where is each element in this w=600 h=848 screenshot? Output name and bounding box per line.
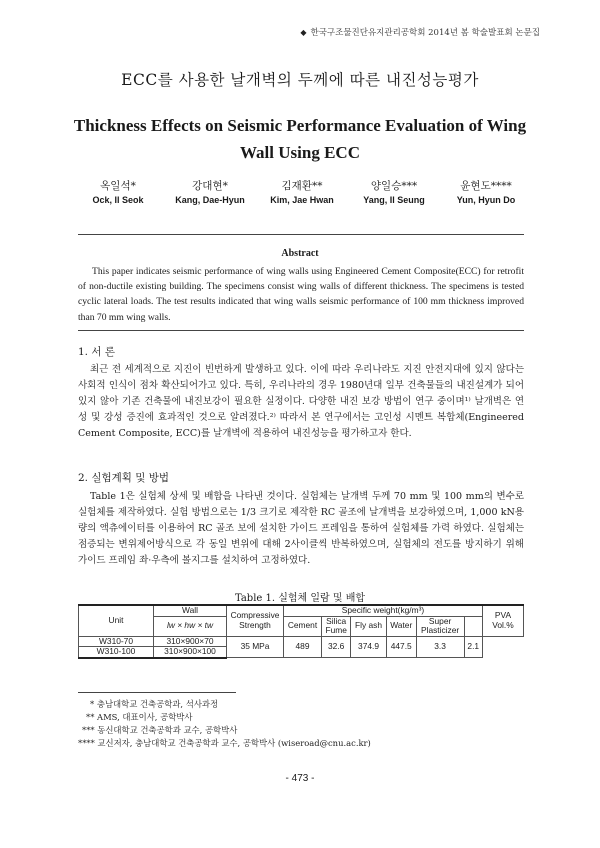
footnote: **** 교신저자, 충남대학교 건축공학과 교수, 공학박사 (wiseroad@cnu.ac.kr) [78, 738, 371, 748]
author [348, 178, 440, 205]
header-compressive-l2: Strength [239, 619, 271, 630]
table-row [79, 636, 524, 647]
footnotes [78, 698, 518, 750]
specimen-table [78, 604, 524, 659]
section-heading-methods: 2. 실험계획 및 방법 [78, 472, 170, 484]
header-pva-l2: Vol.% [492, 619, 514, 630]
abstract-body: This paper indicates seismic performance of wing walls using Engineered Cement Composite(ECC) for retrofit of non-ductile existing building. The specimens consist wing walls of different thickness. The specimens is tested cyclic lateral loads. The test results indicated that wing walls seismic performance of 100 mm thickness improved than 70 mm wing walls. [78, 266, 524, 323]
cell-pva: 2.1 [464, 636, 482, 658]
introduction-paragraph: 최근 전 세계적으로 지진이 빈번하게 발생하고 있다. 이에 따라 우리나라도 지진 안전지대에 있지 않다는 사회적 인식이 점차 확산되어가고 있다. 특히, 우리나라의 경우 1980년대 일부 건축물들의 내진설계가 되어있지 않아 기존 건축물에 내진보강이 필요한 실정이다. 다양한 내진 보강 방법이 연구 중이며¹⁾ 날개벽은 연성 및 강성 증진에 효과적인 것으로 알려졌다.²⁾ 따라서 본 연구에서는 고인성 시멘트 복합체(Engineered Cement Composite, ECC)를 날개벽에 적용하여 내진성능을 평가하고자 한다. [78, 364, 524, 439]
section-heading-introduction: 1. 서 론 [78, 346, 115, 358]
header-water: Water [386, 616, 416, 636]
cell-silica: 32.6 [322, 636, 351, 658]
author-name-ko: 강대현* [192, 180, 228, 192]
header-specific-weight: Specific weight(kg/m³) [284, 605, 483, 616]
author-name-ko: 김재환** [281, 180, 323, 192]
author-name-ko: 양일승*** [370, 180, 418, 192]
methods-text [78, 489, 524, 569]
page-number: - 473 - [285, 773, 315, 784]
author [256, 178, 348, 205]
cell-super: 3.3 [416, 636, 464, 658]
cell-wall: 310×900×100 [154, 647, 227, 658]
header-silica-l2: Fume [325, 625, 347, 635]
cell-cement: 489 [284, 636, 322, 658]
title-korean: ECC를 사용한 날개벽의 두께에 따른 내진성능평가 [121, 71, 479, 89]
author-name-ko: 윤현도**** [460, 180, 512, 192]
author-name-en: Yang, Il Seung [363, 195, 425, 205]
author-name-en: Kim, Jae Hwan [270, 195, 334, 205]
running-header [300, 26, 540, 38]
footnote: *** 동신대학교 건축공학과 교수, 공학박사 [82, 725, 238, 735]
header-cement: Cement [284, 616, 322, 636]
abstract-heading: Abstract [281, 248, 319, 259]
header-super [416, 616, 464, 636]
footnote: ** AMS, 대표이사, 공학박사 [86, 712, 193, 722]
author [72, 178, 164, 205]
running-header-text: 한국구조물진단유지관리공학회 2014년 봄 학술발표회 논문집 [310, 28, 540, 38]
header-compressive-l1: Compressive [230, 610, 280, 621]
header-silica-l1: Silica [326, 615, 347, 626]
cell-fly-ash: 374.9 [351, 636, 386, 658]
cell-compressive: 35 MPa [227, 636, 284, 658]
header-unit: Unit [79, 605, 154, 636]
footnote: * 충남대학교 건축공학과, 석사과정 [90, 699, 219, 709]
author [440, 178, 532, 205]
author-name-en: Yun, Hyun Do [456, 195, 516, 205]
author [164, 178, 256, 205]
divider-rule [78, 234, 524, 235]
header-fly-ash: Fly ash [351, 616, 386, 636]
header-wall-dims: lw × hw × tw [154, 616, 227, 636]
header-wall: Wall [154, 605, 227, 616]
author-list [72, 178, 532, 205]
header-silica [322, 616, 351, 636]
header-super-l2: Plasticizer [421, 625, 460, 635]
divider-rule [78, 330, 524, 331]
title-english: Thickness Effects on Seismic Performance Evaluation of Wing Wall Using ECC [73, 116, 527, 162]
author-name-ko: 옥일석* [100, 180, 136, 192]
diamond-icon: ◆ [300, 27, 307, 37]
header-compressive [227, 605, 284, 636]
cell-water: 447.5 [386, 636, 416, 658]
cell-unit: W310-70 [79, 636, 154, 647]
table-caption: Table 1. 실험체 일람 및 배합 [234, 593, 366, 604]
header-pva [483, 605, 524, 636]
author-name-en: Ock, Il Seok [92, 195, 144, 205]
methods-paragraph: Table 1은 실험체 상세 및 배합을 나타낸 것이다. 실험체는 날개벽 두께 70 mm 및 100 mm의 변수로 실험체를 제작하였다. 실험 방법으로는 1/3 크기로 제작한 RC 골조에 날개벽을 보강하였으며, 1,000 kN용량의 액츄에이터를 이용하여 RC 골조 보에 설치한 가이드 프레임을 통하여 실험체를 가력 하였다. 실험체는 점증되는 변위제어방식으로 각 동일 변위에 대해 2사이클씩 반복하였으며, 실험체의 전도를 방지하기 위해 가이드 프레임 좌·우측에 볼지그를 설치하여 고정하였다. [78, 491, 524, 566]
cell-wall: 310×900×70 [154, 636, 227, 647]
cell-unit: W310-100 [79, 647, 154, 658]
header-pva-l1: PVA [494, 610, 512, 621]
header-super-l1: Super [428, 615, 452, 626]
table-header-row [79, 605, 524, 616]
introduction-text [78, 362, 524, 442]
footnote-rule [78, 692, 236, 693]
author-name-en: Kang, Dae-Hyun [175, 195, 245, 205]
